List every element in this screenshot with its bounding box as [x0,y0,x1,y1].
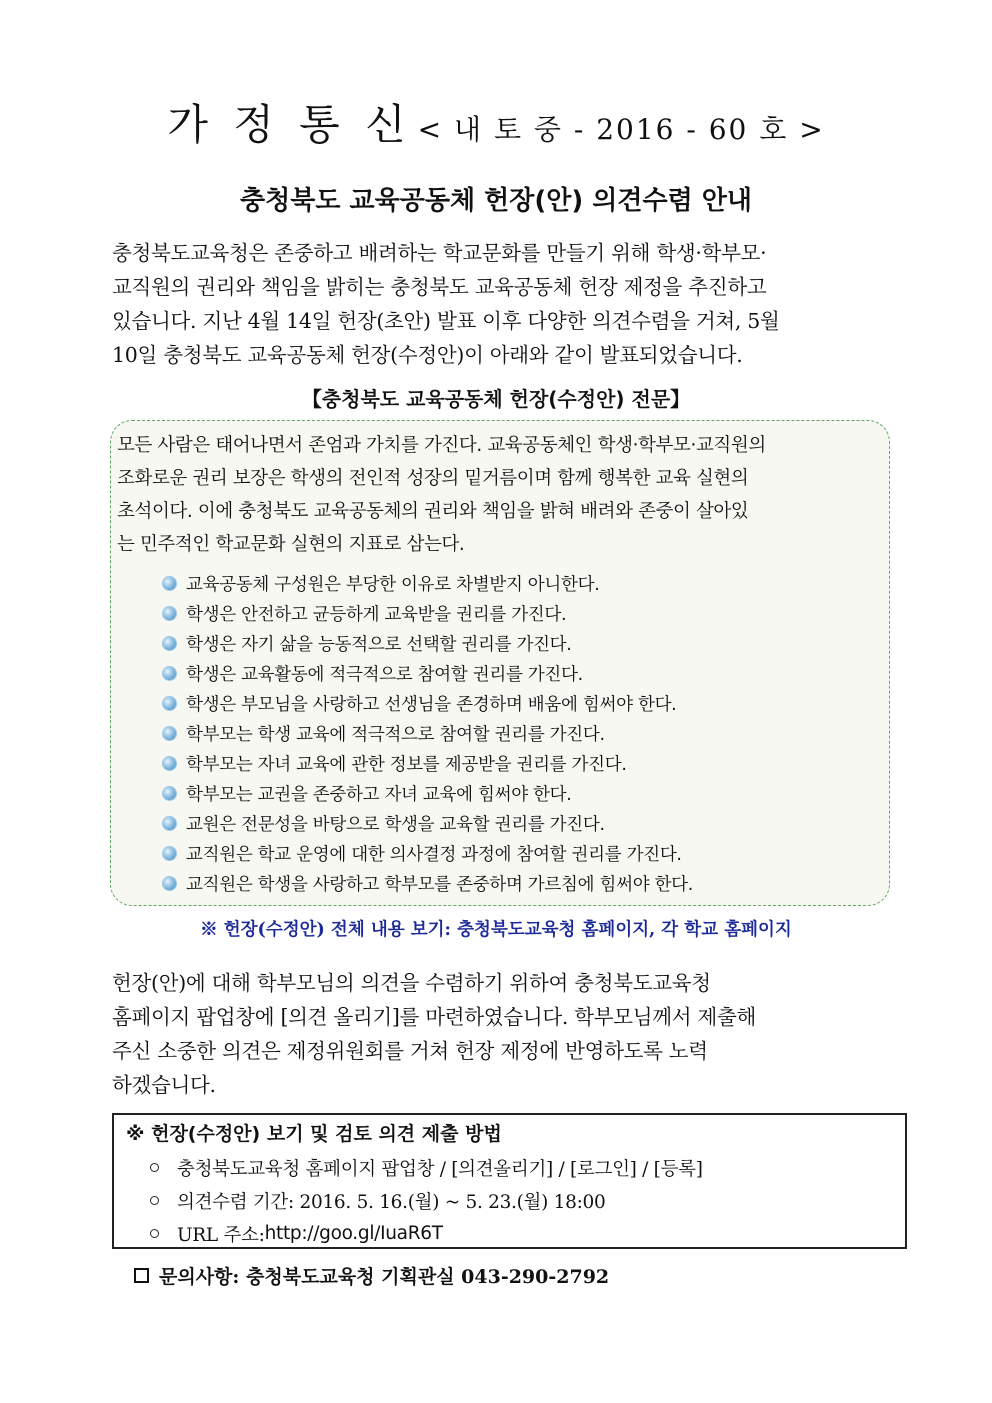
intro-line: 교직원의 권리와 책임을 밝히는 충청북도 교육공동체 헌장 제정을 추진하고 [112,275,767,299]
blue-bullet-icon [163,847,176,860]
blue-bullet-icon [163,877,176,890]
article-text: 학부모는 학생 교육에 적극적으로 참여할 권리를 가진다. [186,724,605,745]
circle-bullet-icon [150,1229,159,1238]
full-text-note: ※ 헌장(수정안) 전체 내용 보기: 충청북도교육청 홈페이지, 각 학교 홈페이지 [200,920,792,940]
method-text: 의견수렴 기간: 2016. 5. 16.(월) ~ 5. 23.(월) 18:00 [177,1191,606,1213]
intro-line: 있습니다. 지난 4월 14일 헌장(초안) 발표 이후 다양한 의견수렴을 거쳐, 5월 [112,309,780,333]
opinion-line: 홈페이지 팝업창에 [의견 올리기]를 마련하였습니다. 학부모님께서 제출해 [112,1005,756,1029]
article-text: 학생은 부모님을 사랑하고 선생님을 존경하며 배움에 힘써야 한다. [186,694,677,715]
charter-article [163,868,883,898]
blue-bullet-icon [163,817,176,830]
square-bullet-icon [134,1268,149,1283]
method-item [144,1184,703,1217]
preamble-line: 는 민주적인 학교문화 실현의 지표로 삼는다. [117,534,465,555]
charter-article [163,808,883,838]
preamble-line: 초석이다. 이에 충청북도 교육공동체의 권리와 책임을 밝혀 배려와 존중이 살아있 [117,501,749,522]
article-text: 학부모는 자녀 교육에 관한 정보를 제공받을 권리를 가진다. [186,754,627,775]
opinion-line: 헌장(안)에 대해 학부모님의 의견을 수렴하기 위하여 충청북도교육청 [112,971,711,995]
preamble-line: 모든 사람은 태어나면서 존엄과 가치를 가진다. 교육공동체인 학생·학부모·교직원의 [117,435,766,456]
opinion-paragraph [112,966,882,1102]
submission-method-box [112,1113,907,1249]
intro-paragraph [112,236,882,372]
charter-articles [163,568,883,898]
blue-bullet-icon [163,757,176,770]
method-list [144,1151,703,1250]
circle-bullet-icon [150,1196,159,1205]
blue-bullet-icon [163,727,176,740]
charter-article [163,628,883,658]
opinion-line: 하겠습니다. [112,1073,216,1097]
blue-bullet-icon [163,637,176,650]
preamble-line: 조화로운 권리 보장은 학생의 전인적 성장의 밑거름이며 함께 행복한 교육 실현의 [117,468,749,489]
charter-article [163,778,883,808]
contact-text: 문의사항: 충청북도교육청 기획관실 043-290-2792 [159,1266,610,1288]
charter-title: 【충청북도 교육공동체 헌장(수정안) 전문】 [301,387,691,411]
charter-article [163,688,883,718]
article-text: 교육공동체 구성원은 부당한 이유로 차별받지 아니한다. [186,574,600,595]
charter-article [163,568,883,598]
document-title: 가 정 통 신 [167,100,412,149]
blue-bullet-icon [163,667,176,680]
article-text: 학부모는 교권을 존중하고 자녀 교육에 힘써야 한다. [186,784,572,805]
method-title: ※ 헌장(수정안) 보기 및 검토 의견 제출 방법 [126,1123,502,1145]
charter-article [163,598,883,628]
method-text: 충청북도교육청 홈페이지 팝업창 / [의견올리기] / [로그인] / [등록] [177,1158,703,1180]
blue-bullet-icon [163,577,176,590]
blue-bullet-icon [163,697,176,710]
charter-article [163,838,883,868]
issue-number: < 내 토 중 - 2016 - 60 호 > [417,113,825,146]
charter-article [163,748,883,778]
intro-line: 충청북도교육청은 존중하고 배려하는 학교문화를 만들기 위해 학생·학부모· [112,241,767,265]
article-text: 교직원은 학생을 사랑하고 학부모를 존중하며 가르침에 힘써야 한다. [186,874,694,895]
article-text: 교원은 전문성을 바탕으로 학생을 교육할 권리를 가진다. [186,814,605,835]
url-link[interactable]: http://goo.gl/IuaR6T [264,1223,443,1244]
intro-line: 10일 충청북도 교육공동체 헌장(수정안)이 아래와 같이 발표되었습니다. [112,343,743,367]
charter-article [163,658,883,688]
charter-preamble [117,429,887,561]
blue-bullet-icon [163,787,176,800]
url-label: URL 주소: [177,1224,265,1246]
circle-bullet-icon [150,1163,159,1172]
method-item [144,1151,703,1184]
contact-line [134,1262,609,1289]
method-item [144,1217,703,1250]
article-text: 교직원은 학교 운영에 대한 의사결정 과정에 참여할 권리를 가진다. [186,844,682,865]
charter-article [163,718,883,748]
article-text: 학생은 안전하고 균등하게 교육받을 권리를 가진다. [186,604,567,625]
charter-box [110,420,890,906]
newsletter-heading [0,92,992,152]
notice-subtitle: 충청북도 교육공동체 헌장(안) 의견수렴 안내 [239,186,753,216]
opinion-line: 주신 소중한 의견은 제정위원회를 거쳐 헌장 제정에 반영하도록 노력 [112,1039,708,1063]
article-text: 학생은 교육활동에 적극적으로 참여할 권리를 가진다. [186,664,583,685]
blue-bullet-icon [163,607,176,620]
article-text: 학생은 자기 삶을 능동적으로 선택할 권리를 가진다. [186,634,572,655]
